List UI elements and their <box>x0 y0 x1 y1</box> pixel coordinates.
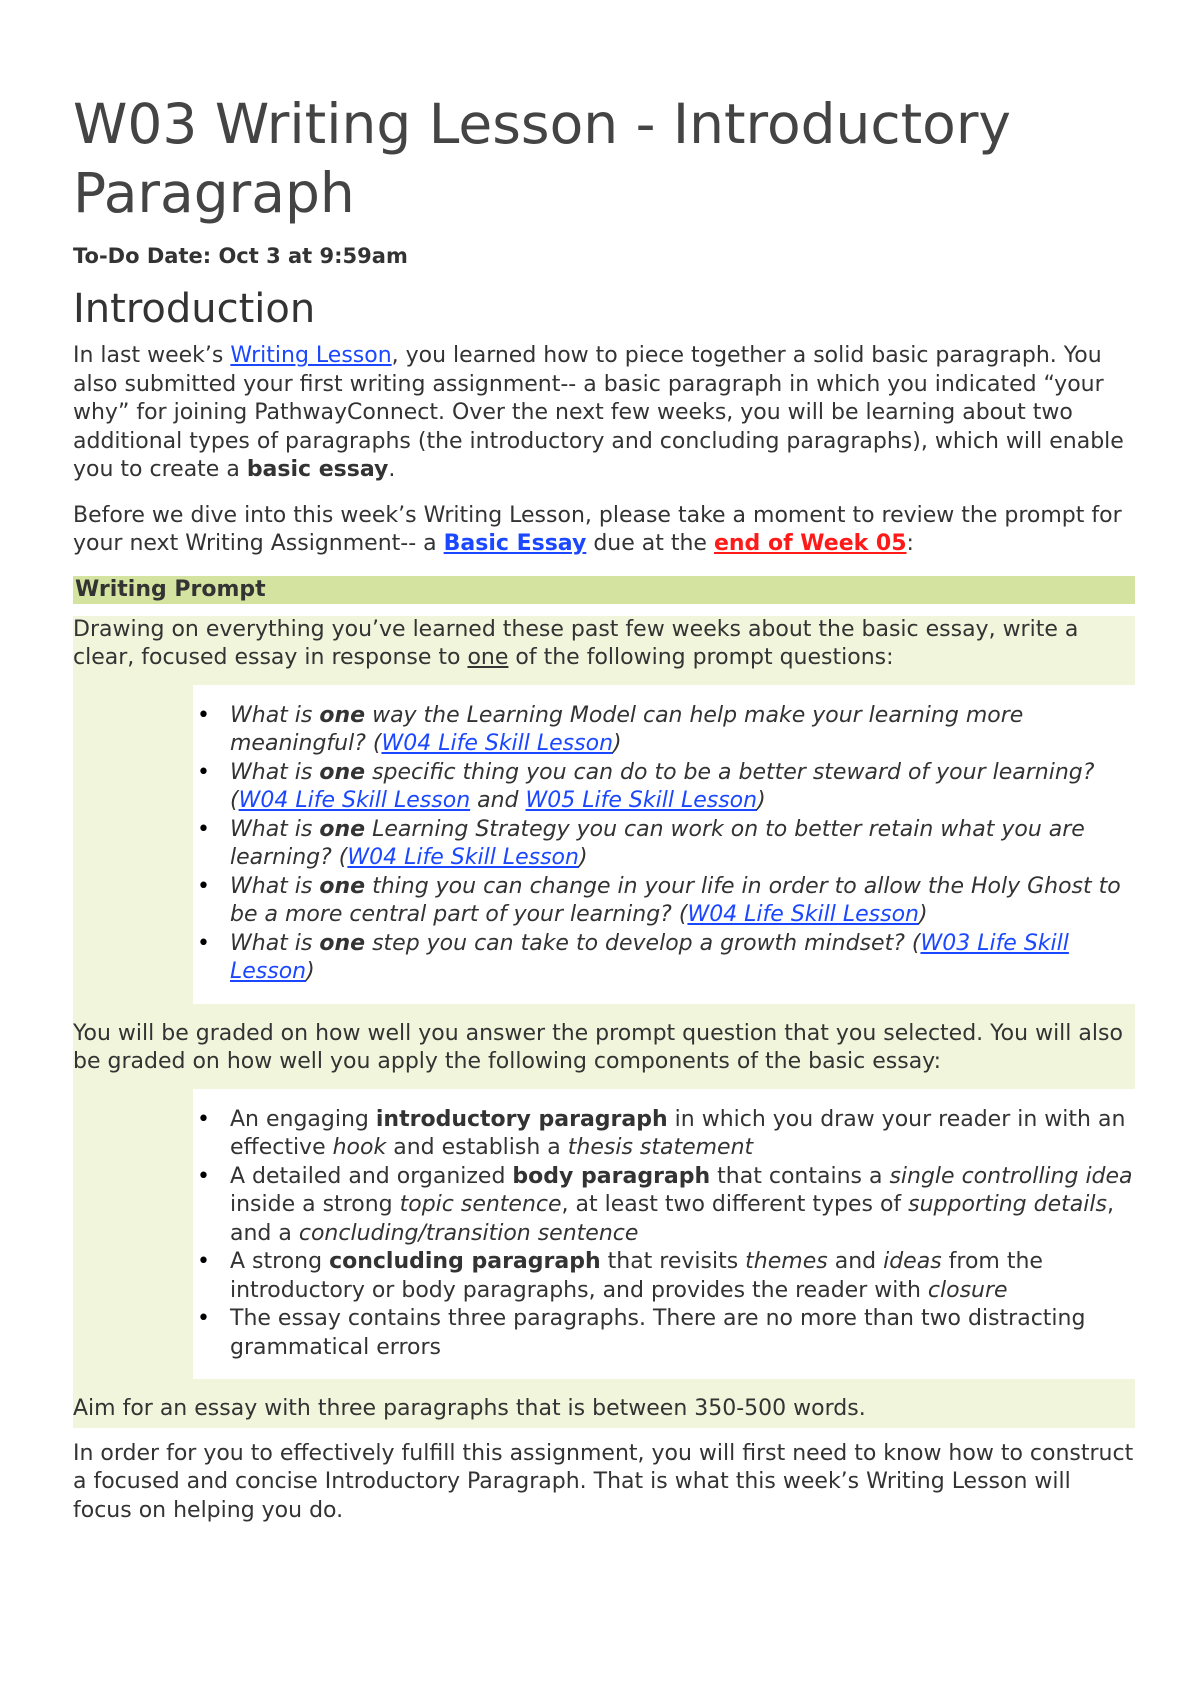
list-item: • What is one Learning Strategy you can work on to better retain what you are learning? (W04 Life Skill Lesson) <box>197 816 1085 870</box>
bullet-icon: • <box>197 873 210 899</box>
introduction-heading: Introduction <box>73 286 316 332</box>
prompt-intro: Drawing on everything you’ve learned these past few weeks about the basic essay, write a clear, focused essay in response to one of the following prompt questions: <box>73 616 1079 670</box>
life-skill-lesson-link[interactable]: W05 Life Skill Lesson <box>525 788 758 813</box>
life-skill-lesson-link[interactable]: W03 Life Skill Lesson <box>230 930 1069 984</box>
list-item: • A detailed and organized body paragraph that contains a single controlling idea inside a strong topic sentence, at least two different types of supporting details, and a concluding/transition sentence <box>197 1163 1133 1246</box>
writing-lesson-link[interactable]: Writing Lesson <box>230 343 392 368</box>
page-title: W03 Writing Lesson - Introductory Paragraph <box>73 92 1011 225</box>
list-item: • The essay contains three paragraphs. There are no more than two distracting grammatical errors <box>197 1306 1086 1360</box>
life-skill-lesson-link[interactable]: W04 Life Skill Lesson <box>238 788 471 813</box>
writing-prompt-box <box>73 616 1135 1428</box>
list-item: • What is one way the Learning Model can help make your learning more meaningful? (W04 Life Skill Lesson) <box>197 702 1024 756</box>
essay-components-list <box>193 1089 1135 1380</box>
list-item: • A strong concluding paragraph that revisits themes and ideas from the introductory or body paragraphs, and provides the reader with closure <box>197 1249 1043 1303</box>
questions-wrap <box>73 685 1135 1004</box>
writing-prompt-heading: Writing Prompt <box>73 576 1135 604</box>
list-item: • What is one thing you can change in your life in order to allow the Holy Ghost to be a more central part of your learning? (W04 Life Skill Lesson) <box>197 873 1121 927</box>
list-item: • What is one specific thing you can do to be a better steward of your learning? (W04 Life Skill Lesson and W05 Life Skill Lesson) <box>197 759 1095 813</box>
components-wrap <box>73 1089 1135 1380</box>
prompt-questions-list <box>193 685 1135 1004</box>
bullet-icon: • <box>197 930 210 956</box>
review-paragraph: Before we dive into this week’s Writing Lesson, please take a moment to review the prompt for your next Writing Assignment-- a Basic Essay due at the end of Week 05: <box>73 502 1122 556</box>
intro-paragraph: In last week’s Writing Lesson, you learned how to piece together a solid basic paragraph. You also submitted your first writing assignment-- a basic paragraph in which you indicated “your why” for joining PathwayConnect. Over the next few weeks, you will be learning about two additional types of paragraphs (the introductory and concluding paragraphs), which will enable you to create a basic essay. <box>73 343 1124 482</box>
todo-date: To-Do Date: Oct 3 at 9:59am <box>73 244 408 268</box>
basic-essay-bold: basic essay <box>246 457 389 482</box>
bullet-icon: • <box>197 702 210 728</box>
life-skill-lesson-link[interactable]: W04 Life Skill Lesson <box>347 845 579 870</box>
list-item: • An engaging introductory paragraph in which you draw your reader in with an effective hook and establish a thesis statement <box>197 1106 1126 1160</box>
closing-paragraph: In order for you to effectively fulfill this assignment, you will first need to know how to construct a focused and concise Introductory Paragraph. That is what this week’s Writing Lesson will focus on helping you do. <box>73 1440 1134 1523</box>
bullet-icon: • <box>197 1249 210 1274</box>
list-item: • What is one step you can take to develop a growth mindset? (W03 Life Skill Lesson) <box>197 930 1069 984</box>
bullet-icon: • <box>197 1106 210 1132</box>
basic-essay-link[interactable]: Basic Essay <box>443 531 587 556</box>
bullet-icon: • <box>197 816 210 842</box>
aim-paragraph: Aim for an essay with three paragraphs that is between 350-500 words. <box>73 1396 866 1421</box>
graded-paragraph: You will be graded on how well you answer the prompt question that you selected. You will also be graded on how well you apply the following components of the basic essay: <box>73 1020 1123 1074</box>
bullet-icon: • <box>197 1163 210 1189</box>
life-skill-lesson-link[interactable]: W04 Life Skill Lesson <box>687 902 919 927</box>
bullet-icon: • <box>197 759 210 785</box>
end-of-week-link[interactable]: end of Week 05 <box>713 531 907 556</box>
life-skill-lesson-link[interactable]: W04 Life Skill Lesson <box>381 731 614 756</box>
bullet-icon: • <box>197 1306 210 1331</box>
